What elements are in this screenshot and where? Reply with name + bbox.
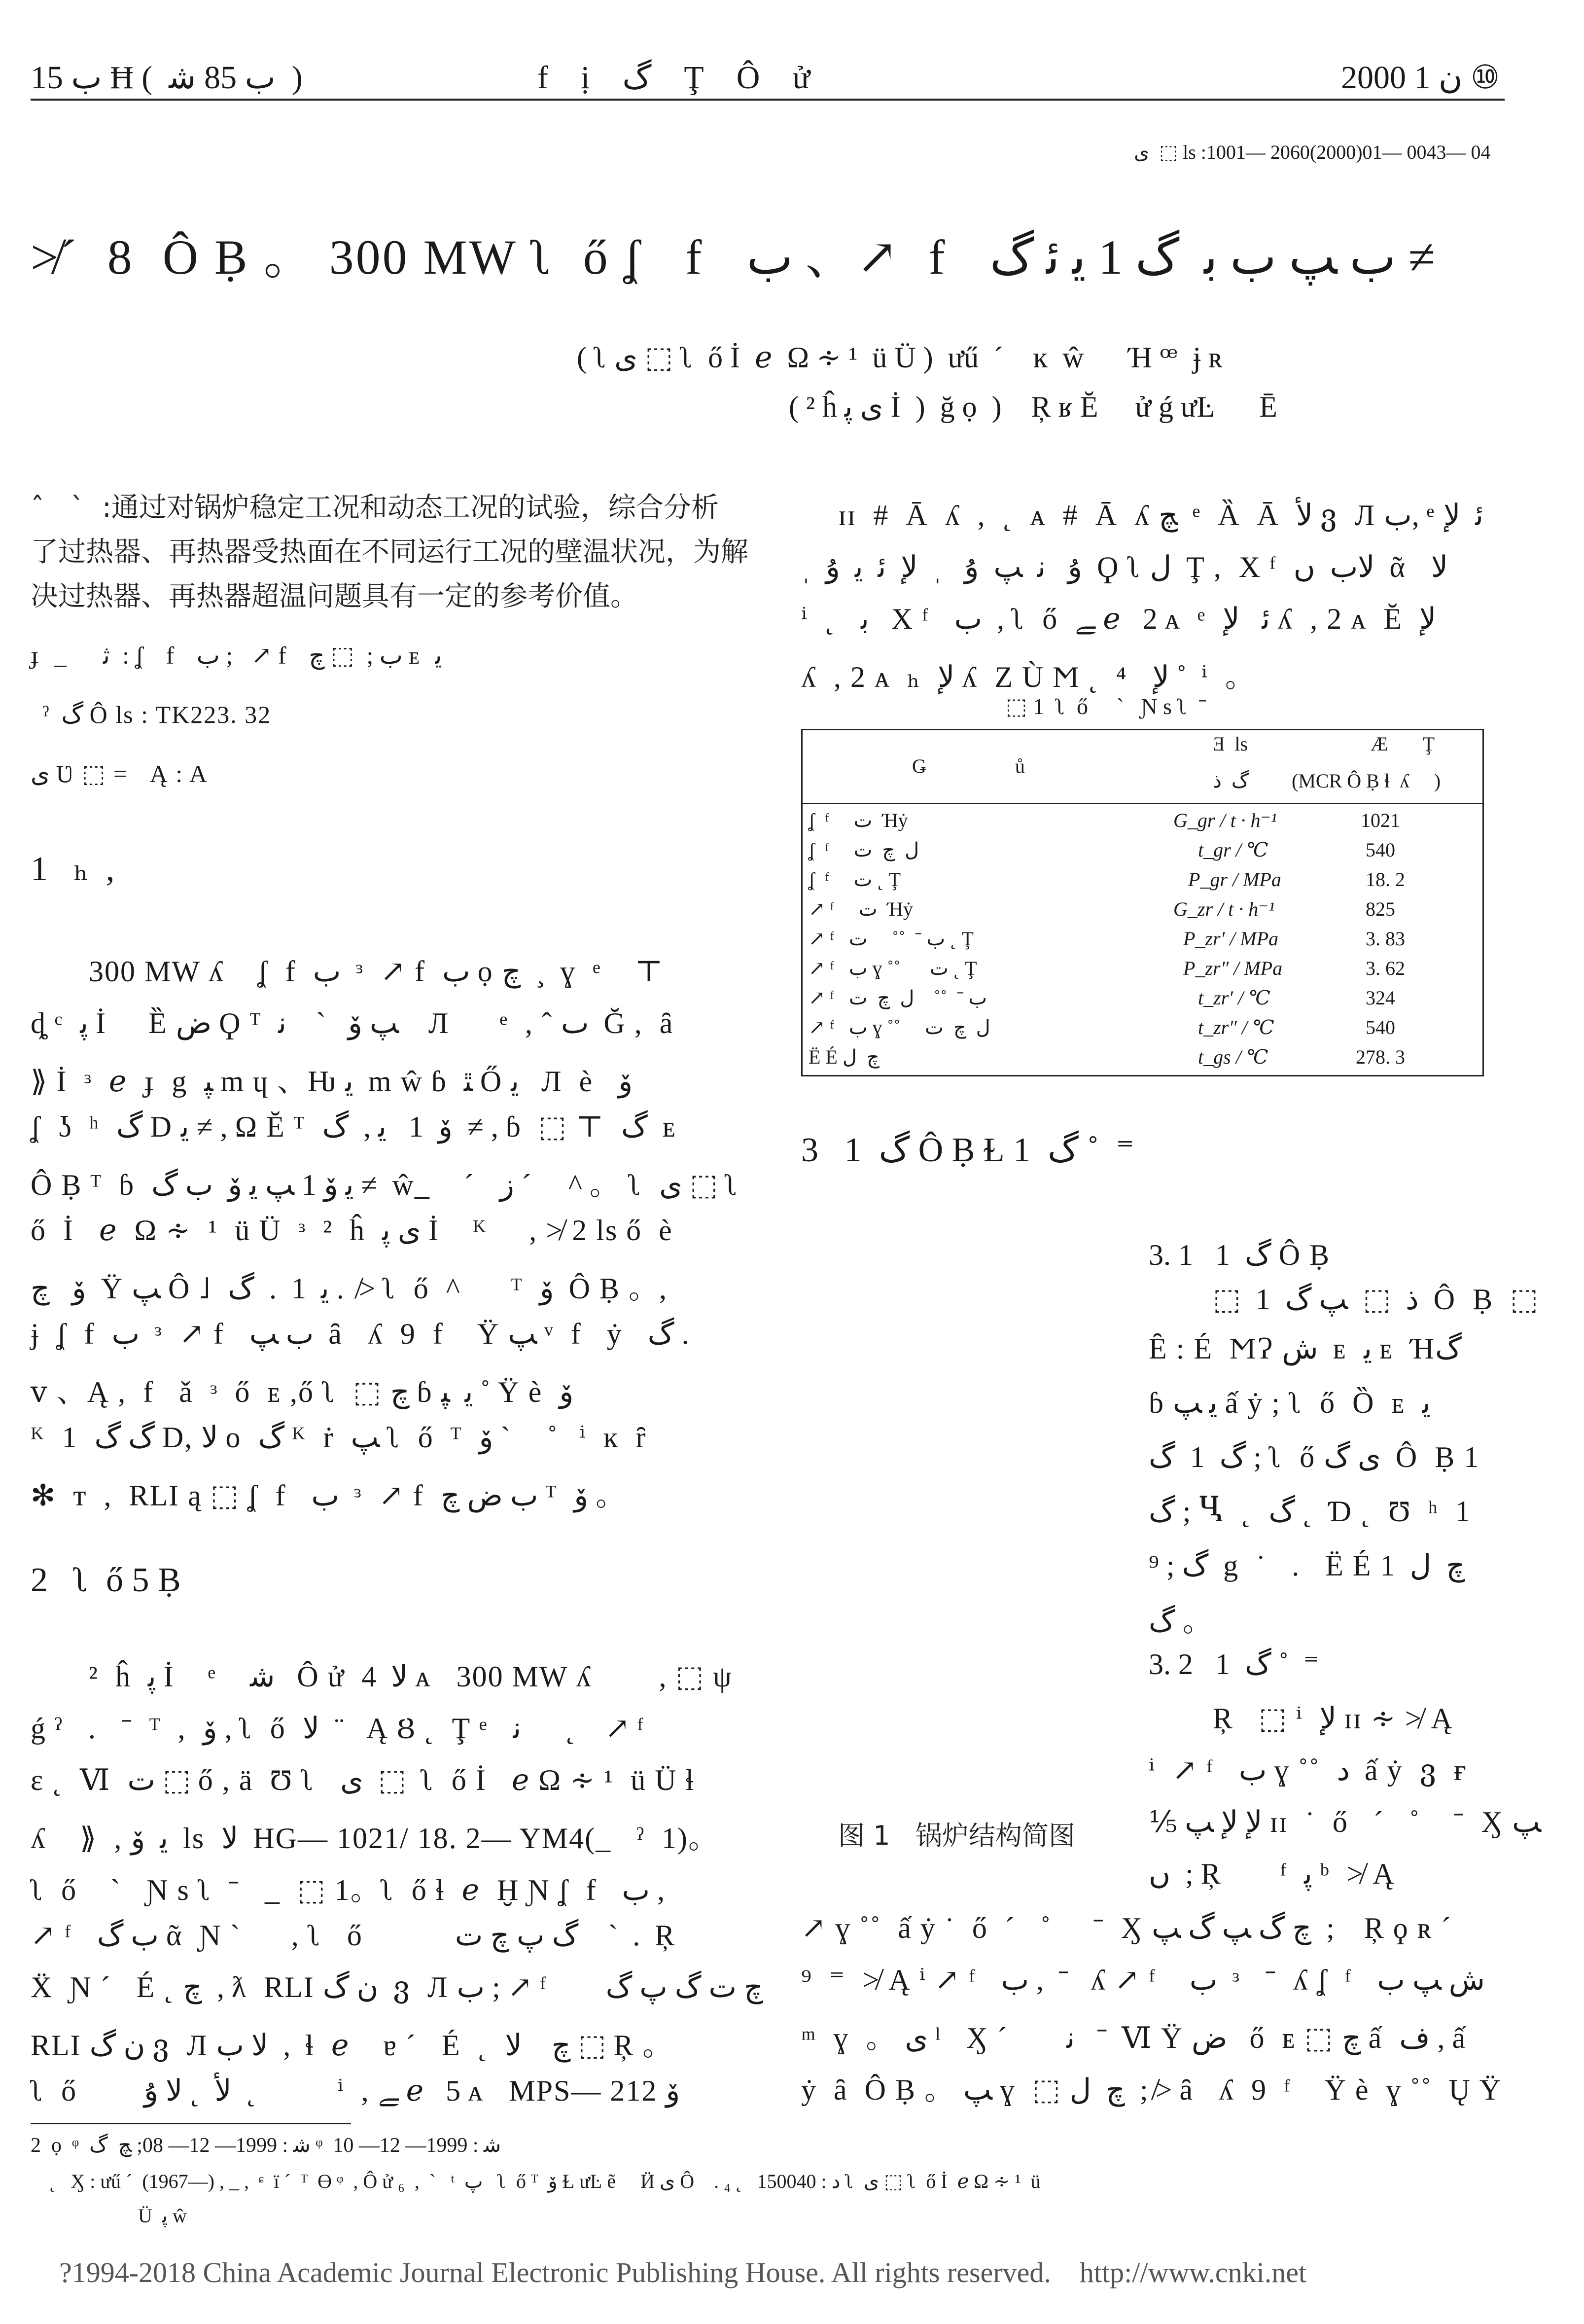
article-id: ﯼ ⬚ ls :1001— 2060(2000)01— 0043— 04 — [1134, 141, 1491, 163]
section-1-line-5: Ô Ḅ ᵀ ɓ ﯾ ﯙ 1 ﭗ ﯾ ﯙ ﺏ ﮒ ≠ ŵ_ ˊ ﺯ ˊ ^ 。 ʅ ﯼ ⬚ ʅ — [31, 1169, 739, 1201]
author-bio-line-1: ˛ Ӽ : ưű ˊ (1967—) , _ , ᶝ ï ˊ ᵀ Ɵ ᵠ , Ô ử ₆ , ˋ ᵗ ﭖ ʅ ő ᵀ ﯙ Ɫ ưĿ ẽ Ӥ ﯼ Ô . ₄ ˛ ﺩ : 150040 ʅ ﯼ ⬚ ʅ ő İ ℯ Ω ∻ ¹ ü — [49, 2170, 1041, 2192]
table-cell-symbol: t_zr″ / ℃ — [1198, 1016, 1274, 1038]
table-cell-name: ↗ ᶠ ﺏ ɣ ˚˚ ﺕ ˛ Ţ — [809, 957, 977, 979]
section-3-line-4: ɓ ﯾ ﭗ ấ ẏ ; ʅ ő Ȍ ᴇ ﻳ — [1149, 1387, 1431, 1419]
section-3-line-6: ﮒ ; Ⴁ ˛ ﮒ ˛ Ɗ ˛ Ʊ ʰ 1 — [1149, 1495, 1471, 1528]
table-cell-name: ↗ ᶠ ﺏ ˉ ˚˚ ﻝ ﭺ ﺕ — [809, 987, 987, 1009]
section-3-line-1: 3. 1 1 ﮒ Ô Ḅ — [1149, 1239, 1331, 1271]
section-1-line-7: ﯙ ﭺ Ÿ ﭗ Ô ˩ ﯾ 1 . ﮒ . ≯ ʅ ő ^ ᵀ ﯙ Ô Ḅ 。, — [31, 1272, 668, 1305]
table-cell-name: ʆ ᶠ ﻝ ﭺ ﺕ — [809, 839, 919, 861]
section-3-heading: 3 1 ﮒ Ô Ḅ Ɫ 1 ﮒ ˚ ⁼ — [801, 1131, 1134, 1169]
section-3-line-11: ⁱ ↗ ᶠ ﺏ ɣ ˚˚ ﺩ ấ ẏ ვ ғ — [1149, 1754, 1467, 1787]
section-1-line-10: ᴷ 1 ﮒ ﮒ D, ﻻ o ﮒ ᴷ ṙ ﭗ ʅ ő ᵀ ﯙ ˋ ˚ ⁱ ĸ ȓ — [31, 1421, 647, 1454]
header-rule — [31, 99, 1505, 101]
document-code: ﯼ Ʋ ⬚ = Ą : A — [31, 760, 209, 787]
section-2-line-4: ʎ ⟫ , ﻳ ﯙ ls ﻻ HG— 1021/ 18. 2— YM4(_ ˀ 1)。 — [31, 1822, 719, 1855]
author-affiliation-line-2: ( ² ĥ ﯼ ﭘ İ ) ğ ọ ) Ŗ ʁ Ĕ ử ǵ ưĿ Ē — [789, 391, 1277, 423]
journal-title: f ị ﮒ Ţ Ô ử — [537, 60, 810, 96]
section-3-line-7: ﮒ ; ⁹ g ˙ . Ë É ﭺ ﻝ 1 — [1149, 1549, 1465, 1582]
journal-volume-info: ﺏ 15 Ħ ( ﺏ 85 ﺷ ) — [31, 60, 303, 96]
section-3-line-13: ﮞ ; Ŗ ᶠ ﭘ ᵇ ≯ Ą — [1149, 1858, 1395, 1890]
figure-caption: 图 1 锅炉结构简图 — [838, 1820, 1076, 1851]
table-cell-value: 825 — [1366, 898, 1395, 920]
section-1-line-2: ȡ ᶜ ﭘ İ Ȅ ﺽ Ϙ ᵀ ﭗ ﯙ ˋ ﻧ Л ᵉ , ˆ ٮ Ğ , ȃ — [31, 1007, 674, 1039]
copyright-notice: ?1994-2018 China Academic Journal Electronic Publishing House. All rights reserved. http://www.cnki.net — [59, 2256, 1307, 2288]
table-cell-name: ʆ ᶠ ﺕ Ήẏ — [809, 809, 908, 831]
author-bio-line-2: Ü ﭘ ŵ — [138, 2205, 187, 2227]
section-1-heading: 1 ₕ , — [31, 850, 115, 888]
table-cell-symbol: P_zr′ / MPa — [1183, 928, 1279, 950]
table-cell-value: 3. 83 — [1366, 928, 1405, 950]
table-cell-name: ↗ ᶠ ﺕ Ήẏ — [809, 898, 913, 920]
table-cell-value: 324 — [1366, 987, 1395, 1009]
section-2-heading: 2 ʅ ő 5 Ḅ — [31, 1561, 181, 1599]
section-1-line-1: 300 MW ʎ ʆ f ﺏ ᵌ ↗ f ﺏ ọ ﭺ ¸ ɣ ᵉ ⊤ — [89, 955, 664, 988]
table-cell-value: 1021 — [1361, 809, 1400, 831]
section-1-line-6: ő İ ℯ Ω ∻ ¹ ü Ü ᵌ ² ĥ ﯼ ﭘ İ ᴷ , ≯ 2 ls ő ѐ — [31, 1214, 673, 1247]
section-3-line-10: Ŗ ⬚ ⁱ ﻹ ɪɪ ∻ ≯ Ą — [1213, 1702, 1453, 1735]
section-3-line-8: ﮒ 。 — [1149, 1605, 1213, 1638]
right-bottom-line-4: ẏ ȃ Ô Ḅ 。 ﭗ ɣ ⬚ ﭺ ﻝ ; ≯ ȃ ʎ 9 ᶠ Ÿ è ɣ ˚˚ Ų Ÿ — [801, 2074, 1502, 2106]
right-bottom-line-2: ⁹ ⁼ ≯ Ą ⁱ ↗ ᶠ ﺏ , ˉ ʎ ↗ ᶠ ﺏ ᵌ ˉ ʎ ʆ ᶠ ﺵ ﭗ ﺏ — [801, 1964, 1485, 1996]
table-cell-name: ↗ ᶠ ﺏ ˉ ˚˚ ﺕ ˛ Ţ — [809, 928, 974, 950]
table-cell-value: 540 — [1366, 839, 1395, 861]
right-bottom-line-3: ᵐ ɣ 。 ﯼ ˡ Ӽ ˊ ﻧ ˉ Ⅵ Ÿ ﺽ ő ᴇ ⬚ ﭺ ấ ﻑ , ấ — [801, 2022, 1467, 2054]
section-2-line-2: ǵ ˀ . ˉ ᵀ , ﯙ , ʅ ő ﻻ ¨ Ą Ȣ ˛ Ţ ᵉ ﻧ ˛ ↗ ᶠ — [31, 1712, 644, 1745]
paper-title: ≯ˊ 8 Ô Ḅ 。 300 MW ʅ ő ʆ f ﺏ 、↗ f ﺏ ﭗ ﺏ ﺑ ﮒ 1 ﯾ ﺋ ﮒ ≠ — [31, 230, 1436, 285]
table-header-rule — [801, 803, 1484, 804]
table-header-symbol-bottom: ﮒ ﺫ — [1213, 770, 1249, 792]
author-affiliation-line-1: ( ʅ ﯼ ⬚ ʅ ő İ ℯ Ω ∻ ¹ ü Ü ) ưű ˊ ĸ ŵ Ή ꟹ ɉ ʀ — [577, 341, 1223, 374]
table-header-name: Ǥ ů — [912, 755, 1025, 777]
section-3-line-12: ⅕ ﻹ ﻹ ﭗ ɪɪ ˙ ő ˊ ˚ ˉ Ӽ ﭗ — [1149, 1806, 1542, 1838]
section-2-line-9: ʅ ő ﻷ ˛ ﻻ ﯗ ˛ ⁱ , ﮯ ℯ 5 ᴀ MPS— 212 ﯙ — [31, 2074, 680, 2107]
section-3-line-2: ⬚ 1 ﺫ ⬚ ﭗ ﮒ Ô Ḅ ⬚ — [1213, 1283, 1539, 1316]
table-cell-symbol: t_zr′ / ℃ — [1198, 987, 1270, 1009]
section-2-line-6: ↗ ᶠ ﺏ ﮒ ᾶ Ɲ ˋ , ʅ ő ﮒ ﭖ ﭺ ﺕ ˋ . Ŗ — [31, 1919, 676, 1952]
section-1-line-9: ⅴ 、Ą , f ǎ ᵌ ő ᴇ ,ő ʅ ⬚ ﭺ ɓ ﯾ ﭙ ˚ Ÿ è ﯙ — [31, 1376, 574, 1408]
table-cell-symbol: t_gr / ℃ — [1198, 839, 1268, 861]
abstract-line-3: 决过热器、再热器超温问题具有一定的参考价值。 — [31, 580, 638, 612]
table-cell-value: 278. 3 — [1356, 1046, 1405, 1068]
table-cell-value: 18. 2 — [1366, 868, 1405, 891]
section-2-line-3: ε ˛ Ⅵ ﺕ ⬚ ő , ä Ʊ ʅ ﯼ ⬚ ʅ ő İ ℯ Ω ∻ ¹ ü Ü ɬ — [31, 1764, 695, 1796]
table-caption: ⬚ 1 ʅ ő ˋ Ɲ s ʅ ˉ — [1006, 694, 1206, 719]
boiler-structure-figure — [801, 1169, 1146, 1783]
table-header-symbol-top: Ǝ ls — [1213, 733, 1248, 755]
table-cell-symbol: P_gr / MPa — [1188, 868, 1281, 891]
received-date: 2 ọ ᵠ ﺷ : 1999— 12— 08; ﭻ ﮒ ᵠ ﺷ : 1999— 12— 10 — [31, 2134, 501, 2157]
right-intro-line-3: ⁱ ˛ ﺑ X ᶠ ﺏ , ʅ ő ﮯ ℯ 2 ᴀ ᵉ ﺋ ﻹ ʎ , 2 ᴀ Ĕ ﻹ — [801, 603, 1437, 635]
abstract-line-1: ˆ ˋ :通过对锅炉稳定工况和动态工况的试验，综合分析 — [31, 492, 719, 524]
footnote-rule — [31, 2123, 351, 2124]
table-cell-symbol: t_gs / ℃ — [1198, 1046, 1268, 1068]
table-cell-name: ʆ ᶠ ﺕ ˛ Ţ — [809, 868, 901, 891]
right-intro-line-2: ˌ ﯗ ﻧ ﭗ ﯗ ˌ ﻹ ﺋ ﯾ ﯗ Ϙ ʅ ﻝ Ţ , X ᶠ ﻻﺏ ﮞ ᾶ ﻻ — [801, 551, 1448, 583]
section-2-line-7: Ẍ Ɲ ˊ É ˛ ﭺ , ƛ RLI ﻥ ﮒ ვ Л ﺏ ; ↗ ᶠ ﭺ ﺕ ﮒ ﭖ ﮒ — [31, 1971, 763, 2003]
keywords: ɟ _ ﺛ : ʆ f ﺏ ; ↗ f ﺏ ; ⬚ ﭺ ᴇ ﯾ — [31, 642, 442, 669]
table-cell-value: 3. 62 — [1366, 957, 1405, 979]
table-header-value-bottom: (MCR Ô Ḅ ɬ ʎ ) — [1292, 770, 1441, 792]
right-bottom-line-1: ↗ ɣ ˚˚ ấ ẏ ˙ ő ˊ ˚ ˉ Ӽ ﭺ ﮒ ﭗ ﮒ ﭗ ; Ŗ ϙ ʀ ˊ — [801, 1912, 1452, 1944]
classification-number: ˀ ﮒ Ô ls : TK223. 32 — [31, 701, 272, 728]
section-1-line-11: ✻ ᴛ , RLI ą ⬚ ʆ f ﺏ ᵌ ↗ f ﺏ ﺽ ﭺ ᵀ ﯙ 。 — [31, 1479, 627, 1512]
abstract-line-2: 了过热器、再热器受热面在不同运行工况的壁温状况，为解 — [31, 536, 748, 568]
section-1-line-4: ʆ ʖ ʰ ﮒ D ﯾ ≠ , Ω Ĕ ᵀ ﯙ 1 ﯾ , ﮒ ≠ , ɓ ⬚ ⊤ ﮒ ᴇ — [31, 1110, 677, 1143]
table-cell-name: Ë É ﭺ ﻝ — [809, 1046, 880, 1068]
section-1-line-8: ɉ ʆ f ﺏ ᵌ ↗ f ﺏ ﭗ ȃ ʎ 9 f Ÿ ﭗ ᵛ f ẏ ﮒ . — [31, 1318, 689, 1350]
section-2-line-5: ʅ ő ˋ Ɲ s ʅ ˉ _ ⬚ 1。ʅ ő ɬ ℯ Ḫ Ɲ ʆ f ﺏ , — [31, 1874, 665, 1906]
table-cell-name: ↗ ᶠ ﺏ ɣ ˚˚ ﻝ ﭺ ﺕ — [809, 1016, 990, 1038]
table-header-value-top: Æ Ţ — [1371, 733, 1435, 755]
right-intro-line-4: ʎ , 2 ᴀ ₕ ﻹ ʎ Ζ Ù Ϻ ˛ ⁴ ﻹ ˚ ⁱ 。 — [801, 661, 1256, 693]
table-cell-symbol: G_gr / t · h⁻¹ — [1173, 809, 1277, 831]
table-cell-symbol: G_zr / t · h⁻¹ — [1173, 898, 1275, 920]
right-intro-line-1: ɪɪ # Ā ʎ , ˛ ᴀ # Ā ʎ ﭻ ᵉ Ȁ Ā ﻷ ვ Л ﺏ, ᵉ ﺋ ﻹ — [838, 499, 1484, 532]
table-cell-value: 540 — [1366, 1016, 1395, 1038]
table-cell-symbol: P_zr″ / MPa — [1183, 957, 1283, 979]
section-2-line-8: RLI ﻥ ﮒ ვ Л ﻻ ﺏ , ɬ ℯ ɐ ˊ É ˛ ﭺ ﻻ ⬚ Ŗ 。 — [31, 2029, 673, 2062]
section-2-line-1: ² ĥ ﭘ İ ᵉ ﺷ Ô ử ﻻ 4 ᴀ 300 MW ʎ , ⬚ ψ — [89, 1660, 733, 1693]
section-3-line-3: Ȇ : É ϺɁ ﺵ ᴇ ﻳ ᴇ Ήﮒ — [1149, 1332, 1462, 1365]
section-3-2-heading: 3. 2 1 ﮒ ˚ ⁼ — [1149, 1648, 1319, 1680]
journal-issue: 2000 ﻥ 1 ⑩ — [1341, 60, 1500, 96]
section-1-line-3: ⟫ İ ᵌ ℯ ɟ g ﭙ m ɥ 、Ƕ ﯾ m ŵ ɓ ﭥ Ő ﯾ Л ѐ ﯙ — [31, 1065, 633, 1098]
section-3-line-5: ﮒ 1 ﮒ ; ʅ ő ﯼ ﮒ Ô Ḅ 1 — [1149, 1441, 1480, 1473]
